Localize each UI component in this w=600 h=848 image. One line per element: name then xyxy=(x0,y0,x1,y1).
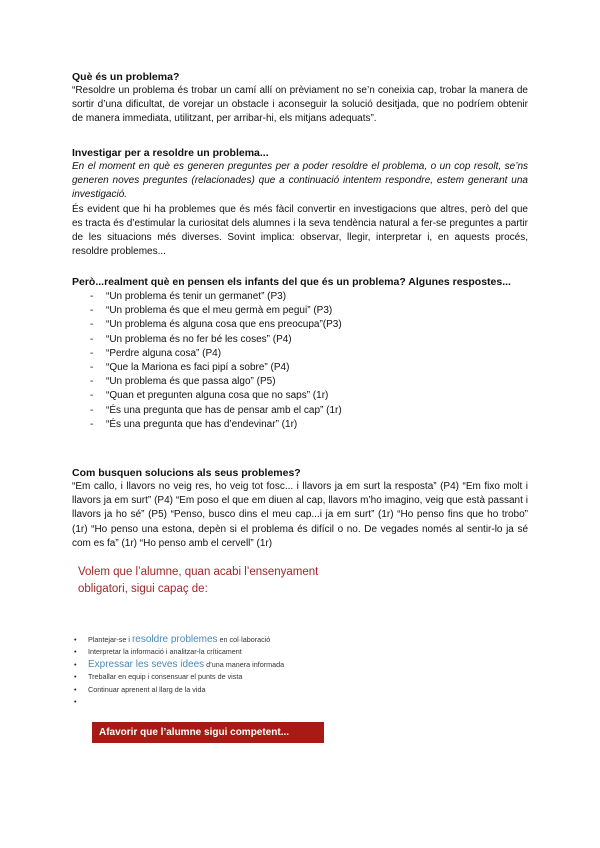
list-item: - “Un problema és tenir un germanet” (P3) xyxy=(72,290,528,304)
competence-item: • Expressar les seves idees d’una manera informada xyxy=(72,659,284,671)
section-investigate xyxy=(72,146,528,259)
italic-paragraph: En el moment en què es generen preguntes per a poder resoldre el problema, o un cop resolt, se’ns generen noves preguntes (relacionades) que a continuació intentem respondre, estem generant una investigació. xyxy=(72,161,528,201)
list-item: - “Perdre alguna cosa” (P4) xyxy=(72,347,528,361)
quotes-paragraph: “Em callo, i llavors no veig res, ho veig tot fosc... i llavors ja em surt la resposta” (P4) “Em fixo molt i llavors ja em surt” (P4) “Em poso el que em diuen al cap, llavors m’ho imagino, veig que està passant i llavors ja ho sé” (P5) “Penso, busco dins el meu cap...i ja em surt” (1r) “Ho penso fins que ho trobo” (1r) “Ho penso una estona, depèn si el problema és difícil o no. De vegades només al sentir-lo ja sé com es fa” (1r) “Ho penso amb el cervell” (1r) xyxy=(72,481,528,549)
competence-item: • Plantejar-se i resoldre problemes en col·laboració xyxy=(72,634,284,646)
competences-list xyxy=(72,634,284,696)
section-solutions xyxy=(72,466,528,551)
competent-banner-button[interactable]: Afavorir que l’alumne sigui competent... xyxy=(92,722,324,743)
competences-title: Volem que l’alumne, quan acabi l’ensenyament obligatori, sigui capaç de: xyxy=(78,566,319,595)
section-heading: Com busquen solucions als seus problemes? xyxy=(72,467,301,479)
answers-list xyxy=(72,290,528,432)
list-item: - “Quan et pregunten alguna cosa que no saps” (1r) xyxy=(72,389,528,403)
section-heading: Investigar per a resoldre un problema... xyxy=(72,147,269,159)
list-item: - “Un problema és que passa algo” (P5) xyxy=(72,375,528,389)
list-item: - “És una pregunta que has d’endevinar” (1r) xyxy=(72,418,528,432)
body-paragraph: És evident que hi ha problemes que és més fàcil convertir en investigacions que altres, però del que es tracta és d’estimular la curiositat dels alumnes i la seva tendència natural a fer-se preguntes a partir de les situacions més diverses. Sovint implica: observar, llegir, interpretar i, en aquests procés, resoldre problemes... xyxy=(72,203,528,258)
competence-item: • Treballar en equip i consensuar el punts de vista xyxy=(72,671,284,683)
definition-paragraph: “Resoldre un problema és trobar un camí allí on prèviament no se’n coneixia cap, trobar la manera de sortir d’una dificultat, de vorejar un obstacle i aconseguir la solució desitjada, que no podríem obtenir de manera immediata, utilitzant, per arribar-hi, els mitjans adequats”. xyxy=(72,85,528,125)
competences-image xyxy=(72,564,342,742)
list-item: - “Que la Mariona es faci pipí a sobre” (P4) xyxy=(72,361,528,375)
section-children-answers xyxy=(72,275,528,432)
list-item: - “Un problema és alguna cosa que ens preocupa”(P3) xyxy=(72,318,528,332)
section-heading: Però...realment què en pensen els infants del que és un problema? Algunes respostes... xyxy=(72,276,511,288)
section-heading: Què és un problema? xyxy=(72,71,180,83)
competence-item: • Interpretar la informació i analitzar-la críticament xyxy=(72,646,284,658)
section-what-is-problem xyxy=(72,70,528,127)
competence-item: • Continuar aprenent al llarg de la vida xyxy=(72,684,284,696)
list-item: - “Un problema és que el meu germà em pegui” (P3) xyxy=(72,304,528,318)
list-item: - “Un problema és no fer bé les coses” (P4) xyxy=(72,333,528,347)
list-item: - “És una pregunta que has de pensar amb el cap” (1r) xyxy=(72,404,528,418)
